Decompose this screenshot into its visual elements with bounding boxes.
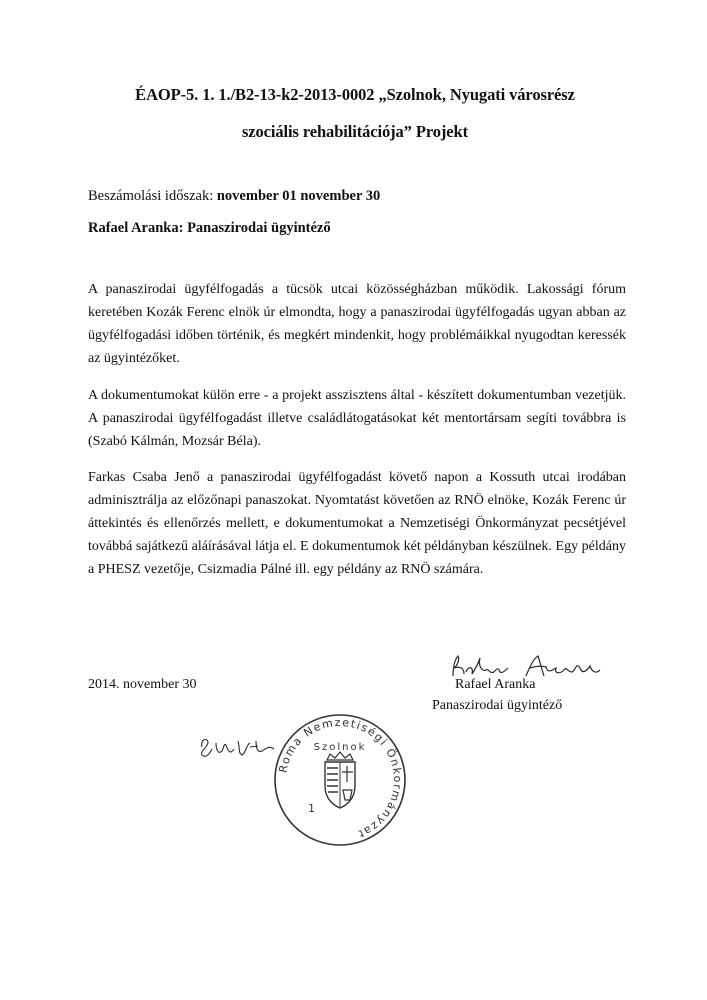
reporting-period-label: Beszámolási időszak: [88,188,217,204]
paragraph-2: A dokumentumokat külön erre - a projekt asszisztens által - készített dokumentumban vezetjük. A panaszirodai ügyfélfogadást illetve családlátogatásokat két mentortársam segíti továbbra is (Szabó Kálmán, Mozsár Béla). [88,388,626,449]
reporter-heading: Rafael Aranka: Panaszirodai ügyintéző [88,220,331,236]
stamp-number: 1 [308,802,315,815]
coat-of-arms-icon [325,752,355,808]
reporting-period-value: november 01 november 30 [216,188,381,204]
document-date: 2014. november 30 [88,677,197,692]
signer-role: Panaszirodai ügyintéző [432,698,563,713]
signer-name: Rafael Aranka [455,677,536,692]
stamp-city: Szolnok [313,742,367,753]
chairman-signature [198,733,278,763]
paragraph-3: Farkas Csaba Jenő a panaszirodai ügyfélfogadást követő napon a Kossuth utcai irodában adminisztrálja az előzőnapi panaszokat. Nyomtatást követően az RNÖ elnöke, Kozák Ferenc úr áttekintés és ellenőrzés mellett, e dokumentumokat a Nemzetiségi Önkormányzat pecsétjével továbbá sajátkezű aláírásával látja el. E dokumentumok két példányban készülnek. Egy példány a PHESZ vezetője, Csizmadia Pálné ill. egy példány az RNÖ számára. [88,470,626,577]
official-stamp [270,710,410,850]
reporting-period [88,188,380,205]
document-title-line1: ÉAOP-5. 1. 1./B2-13-k2-2013-0002 „Szolnok, Nyugati városrész [135,85,575,104]
stamp-ring-text: Roma Nemzetiségi Önkormányzat [276,715,405,841]
document-title-line2: szociális rehabilitációja” Projekt [241,122,469,141]
paragraph-1: A panaszirodai ügyfélfogadás a tücsök utcai közösségházban működik. Lakossági fórum keretében Kozák Ferenc elnök úr elmondta, hogy a panaszirodai ügyfélfogadás ugyan abban az ügyfélfogadási időben történik, és megkért mindenkit, hogy problémáikkal nyugodtan keressék az ügyintézőket. [88,282,626,366]
